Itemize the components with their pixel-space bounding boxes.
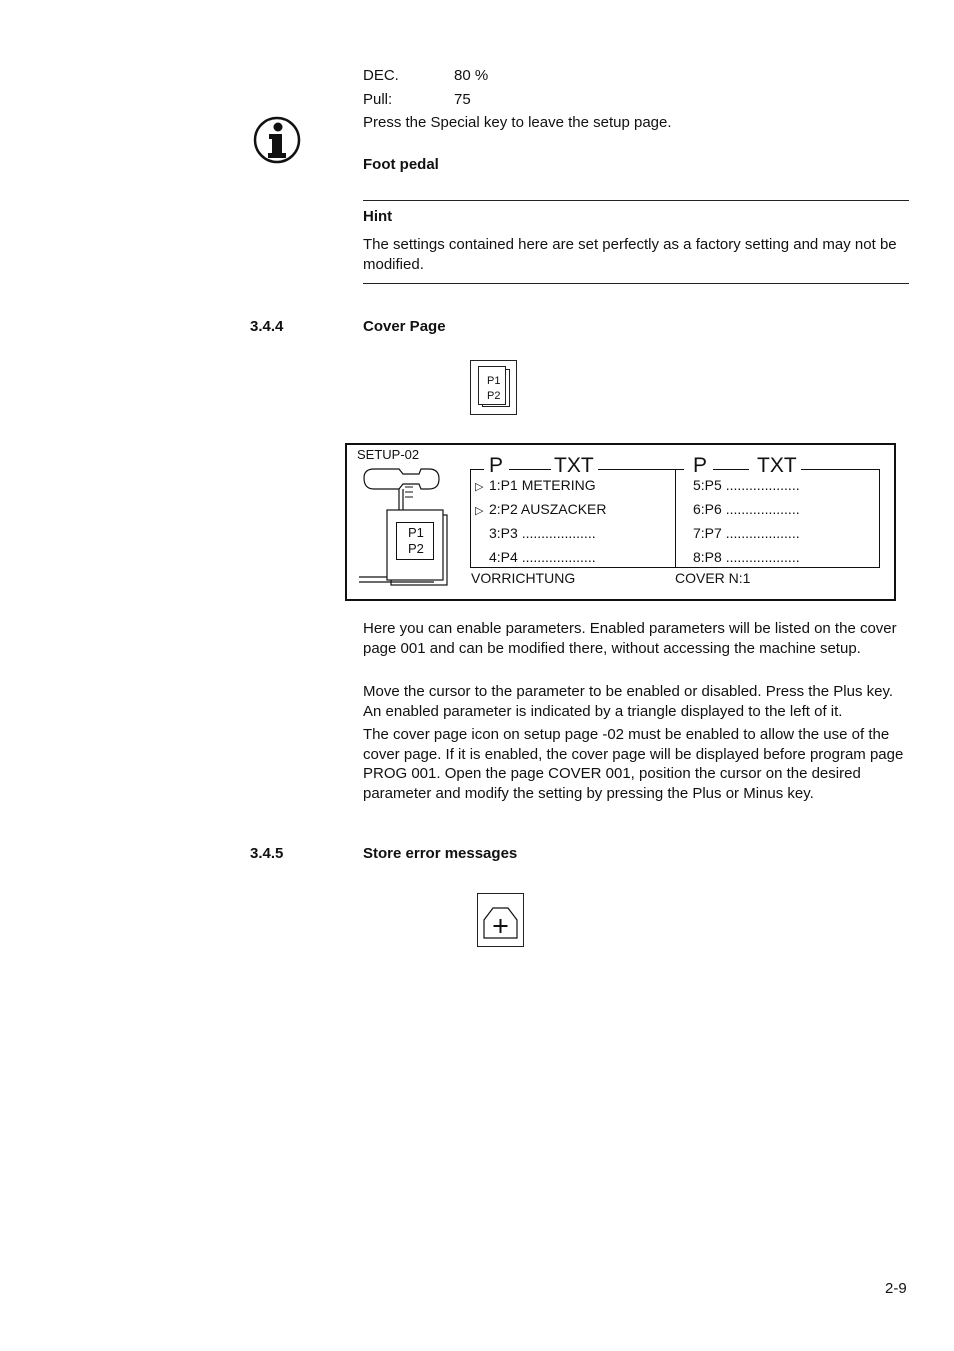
param-label: 3:P3 ................... [489, 525, 596, 541]
cover-icon-line1: P1 [487, 375, 501, 387]
param-label: 7:P7 ................... [693, 525, 800, 541]
info-icon [252, 115, 302, 167]
wrench-icon [359, 465, 459, 590]
param-label: 5:P5 ................... [693, 477, 800, 493]
paragraph-enable-parameters: Here you can enable parameters. Enabled parameters will be listed on the cover page 001 and can be modified there, without accessing the machine setup. [363, 620, 897, 657]
setting-dec-label: DEC. [363, 67, 399, 84]
hint-top-rule [363, 200, 909, 201]
cover-page-icon [470, 360, 517, 415]
param-row[interactable] [475, 476, 596, 496]
param-row[interactable] [693, 476, 800, 494]
param-label: 6:P6 ................... [693, 501, 800, 517]
screen-footer-left: VORRICHTUNG [471, 570, 576, 586]
param-row[interactable] [693, 524, 800, 542]
setup-screen [345, 443, 896, 601]
header-left-txt: TXT [554, 454, 594, 477]
setting-dec-value: 80 % [454, 67, 489, 84]
section-errors-title: Store error messages [363, 845, 518, 862]
param-row[interactable] [693, 548, 800, 566]
param-label: 2:P2 AUSZACKER [489, 501, 607, 517]
enabled-triangle-icon: ▷ [475, 505, 484, 517]
section-errors-number: 3.4.5 [250, 845, 284, 862]
setting-pull-label: Pull: [363, 91, 393, 108]
cover-icon-line2: P2 [487, 390, 501, 402]
special-key-text: Press the Special key to leave the setup page. [363, 114, 672, 131]
page-number: 2-9 [885, 1280, 907, 1297]
param-row[interactable] [475, 500, 607, 520]
enabled-triangle-icon: ▷ [475, 481, 484, 493]
setting-pull-value: 75 [454, 91, 471, 108]
store-errors-icon [477, 893, 524, 947]
screen-page-label: SETUP-02 [357, 447, 420, 462]
param-label: 4:P4 ................... [489, 549, 596, 565]
header-line-left-3 [598, 469, 684, 470]
param-label: 8:P8 ................... [693, 549, 800, 565]
param-row[interactable] [693, 500, 800, 518]
paragraph-move-cursor: Move the cursor to the parameter to be enabled or disabled. Press the Plus key. An enabled parameter is indicated by a triangle displayed to the left of it. [363, 683, 894, 720]
header-line-right-1 [713, 469, 749, 470]
paragraph-cover-icon: The cover page icon on setup page -02 must be enabled to allow the use of the cover page. If it is enabled, the cover page will be displayed before program page PROG 001. Open the page COVER 001, position the cursor on the desired parameter and modify the setting by pressing the Plus or Minus key. [363, 726, 904, 802]
screen-icon-line1: P1 [408, 525, 424, 540]
section-cover-number: 3.4.4 [250, 318, 284, 335]
param-label: 1:P1 METERING [489, 477, 596, 493]
hint-title: Hint [363, 208, 393, 225]
hint-bottom-rule [363, 283, 909, 284]
cover-page-sheet-back [478, 366, 506, 405]
parameter-table-divider [675, 469, 676, 568]
param-row[interactable] [475, 548, 596, 566]
screen-footer-right: COVER N:1 [675, 570, 751, 586]
header-line-right-2 [801, 469, 880, 470]
header-line-left-2 [509, 469, 551, 470]
param-row[interactable] [475, 524, 596, 542]
header-left-p: P [489, 454, 504, 477]
hint-text: The settings contained here are set perfectly as a factory setting and may not be modified. [363, 236, 897, 273]
section-cover-title: Cover Page [363, 318, 446, 335]
header-right-txt: TXT [757, 454, 797, 477]
header-right-p: P [693, 454, 708, 477]
screen-icon-line2: P2 [408, 541, 424, 556]
foot-pedal-heading: Foot pedal [363, 156, 439, 173]
header-line-left-1 [470, 469, 484, 470]
